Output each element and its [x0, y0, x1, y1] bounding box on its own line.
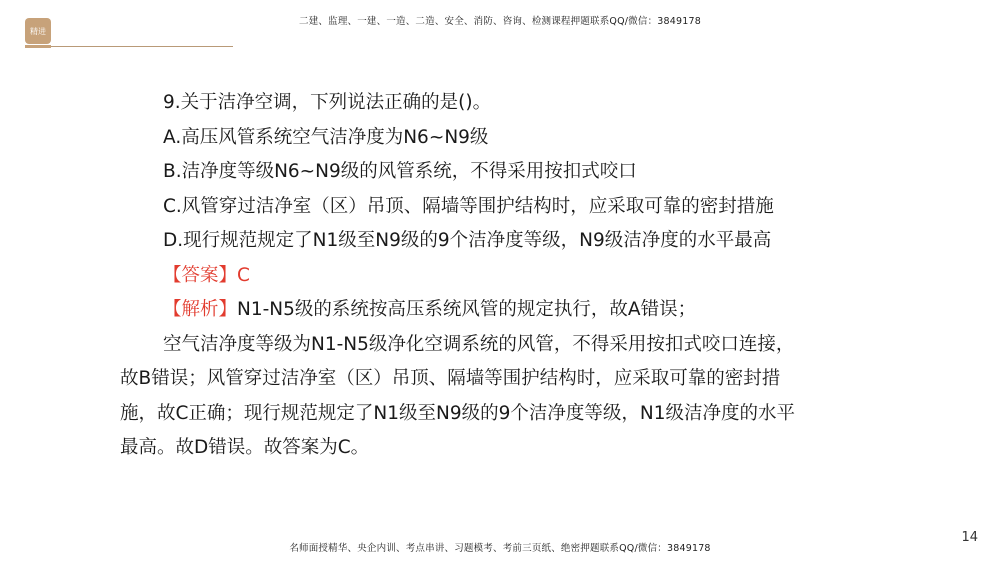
option-d: D.现行规范规定了N1级至N9级的9个洁净度等级，N9级洁净度的水平最高: [163, 230, 772, 251]
footer-promo: 名师面授精华、央企内训、考点串讲、习题模考、考前三页纸、绝密押题联系QQ/微信：3849178: [289, 543, 711, 554]
header-promo: 二建、监理、一建、一造、二造、安全、消防、咨询、检测课程押题联系QQ/微信：3849178: [299, 16, 701, 27]
answer-value: C: [237, 264, 250, 286]
header-divider: [25, 46, 233, 47]
logo: 精进: [25, 18, 51, 44]
option-a: A.高压风管系统空气洁净度为N6~N9级: [163, 126, 489, 148]
question-stem: 9.关于洁净空调，下列说法正确的是()。: [163, 92, 492, 113]
option-c: C.风管穿过洁净室（区）吊顶、隔墙等围护结构时，应采取可靠的密封措施: [163, 195, 774, 217]
answer-tag: 【答案】: [163, 264, 238, 286]
question-content: [120, 86, 800, 466]
analysis-tag: 【解析】: [163, 299, 238, 320]
page-number: 14: [961, 530, 978, 545]
analysis-paragraph: 空气洁净度等级为N1-N5级净化空调系统的风管，不得采用按扣式咬口连接，故B错误；风管穿过洁净室（区）吊顶、隔墙等围护结构时，应采取可靠的密封措施，故C正确；现行规范规定了N1级至N9级的9个洁净度等级，N1级洁净度的水平最高。故D错误。故答案为C。: [120, 333, 796, 458]
analysis-line: [120, 293, 800, 328]
header-divider-accent: [25, 45, 51, 48]
answer-line: [120, 259, 800, 294]
analysis-first-line: N1-N5级的系统按高压系统风管的规定执行，故A错误；: [237, 299, 697, 320]
option-b: B.洁净度等级N6~N9级的风管系统，不得采用按扣式咬口: [163, 161, 637, 182]
